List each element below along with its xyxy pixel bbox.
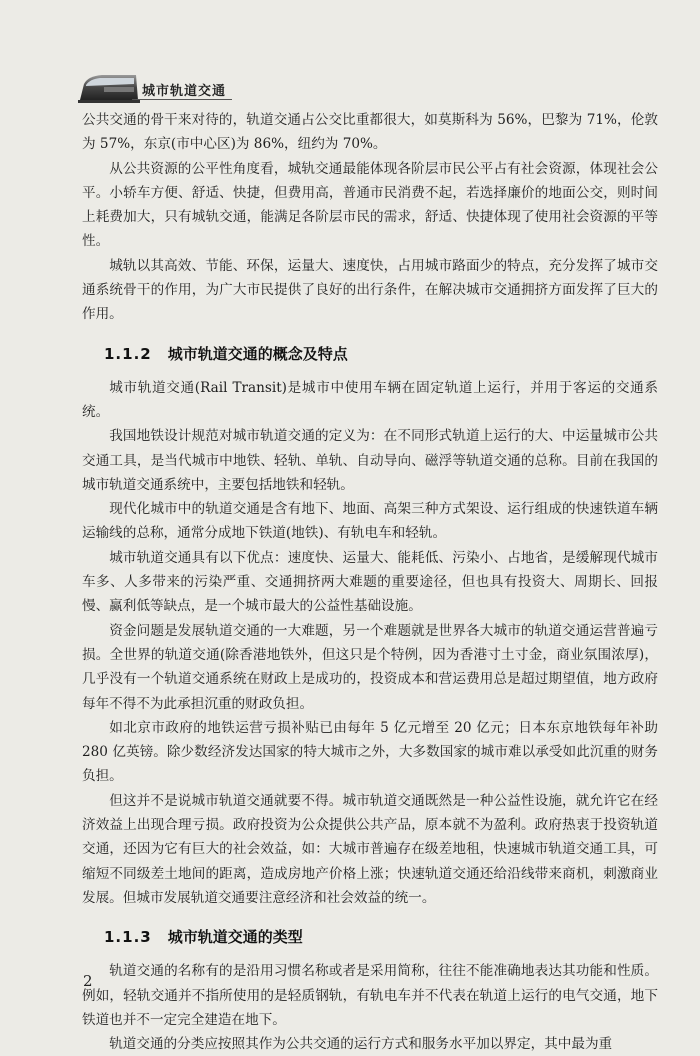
header-rule bbox=[132, 99, 232, 100]
page-body bbox=[82, 108, 658, 1056]
section-title: 城市轨道交通的类型 bbox=[167, 928, 303, 947]
running-head: 城市轨道交通 bbox=[142, 84, 227, 99]
section-number: 1.1.2 bbox=[104, 344, 152, 363]
paragraph: 城市轨道交通(Rail Transit)是城市中使用车辆在固定轨道上运行，并用于客运的交通系统。 bbox=[82, 379, 658, 420]
paragraph: 轨道交通的分类应按照其作为公共交通的运行方式和服务水平加以界定，其中最为重 bbox=[109, 1036, 613, 1053]
section-number: 1.1.3 bbox=[104, 928, 152, 947]
paragraph: 现代化城市中的轨道交通是含有地下、地面、高架三种方式架设、运行组成的快速铁道车辆运输线的总称，通常分成地下铁道(地铁)、有轨电车和轻轨。 bbox=[82, 501, 658, 542]
section-title: 城市轨道交通的概念及特点 bbox=[167, 344, 348, 363]
paragraph: 公共交通的骨干来对待的，轨道交通占公交比重都很大，如莫斯科为 56%，巴黎为 71%，伦敦为 57%，东京(市中心区)为 86%，纽约为 70%。 bbox=[82, 112, 658, 153]
paragraph: 轨道交通的名称有的是沿用习惯名称或者是采用简称，往往不能准确地表达其功能和性质。例如，轻轨交通并不指所使用的是轻质钢轨，有轨电车并不代表在轨道上运行的电气交通，地下铁道也并不一定完全建造在地下。 bbox=[82, 963, 658, 1028]
paragraph: 资金问题是发展轨道交通的一大难题，另一个难题就是世界各大城市的轨道交通运营普遍亏损。全世界的轨道交通(除香港地铁外，但这只是个特例，因为香港寸土寸金，商业氛围浓厚)，几乎没有一个轨道交通系统在财政上是成功的，投资成本和营运费用总是超过期望值，地方政府每年不得不为此承担沉重的财政负担。 bbox=[82, 622, 658, 712]
paragraph: 如北京市政府的地铁运营亏损补贴已由每年 5 亿元增至 20 亿元；日本东京地铁每年补助 280 亿英镑。除少数经济发达国家的特大城市之外，大多数国家的城市难以承受如此沉重的财务负担。 bbox=[82, 719, 658, 785]
paragraph: 但这并不是说城市轨道交通就要不得。城市轨道交通既然是一种公益性设施，就允许它在经济效益上出现合理亏损。政府投资为公众提供公共产品，原本就不为盈利。政府热衷于投资轨道交通，还因为它有巨大的社会效益，如：大城市普遍存在级差地租，快速城市轨道交通工具，可缩短不同级差土地间的距离，造成房地产价格上涨；快速轨道交通还给沿线带来商机，刺激商业发展。但城市发展轨道交通要注意经济和社会效益的统一。 bbox=[82, 792, 658, 906]
page-number: 2 bbox=[83, 972, 93, 990]
paragraph: 城轨以其高效、节能、环保，运量大、速度快，占用城市路面少的特点，充分发挥了城市交通系统骨干的作用，为广大市民提供了良好的出行条件，在解决城市交通拥挤方面发挥了巨大的作用。 bbox=[82, 257, 658, 323]
train-icon bbox=[78, 72, 140, 104]
section-heading-1-1-2 bbox=[82, 327, 658, 376]
paragraph: 我国地铁设计规范对城市轨道交通的定义为：在不同形式轨道上运行的大、中运量城市公共交通工具，是当代城市中地铁、轻轨、单轨、自动导向、磁浮等轨道交通的总称。目前在我国的城市轨道交通系统中，主要包括地铁和轻轨。 bbox=[82, 428, 658, 493]
paragraph: 城市轨道交通具有以下优点：速度快、运量大、能耗低、污染小、占地省，是缓解现代城市车多、人多带来的污染严重、交通拥挤两大难题的重要途径，但也具有投资大、周期长、回报慢、赢利低等缺点，是一个城市最大的公益性基础设施。 bbox=[82, 549, 658, 615]
paragraph: 从公共资源的公平性角度看，城轨交通最能体现各阶层市民公平占有社会资源，体现社会公平。小轿车方便、舒适、快捷，但费用高，普通市民消费不起，若选择廉价的地面公交，则时间上耗费加大，只有城轨交通，能满足各阶层市民的需求，舒适、快捷体现了使用社会资源的平等性。 bbox=[82, 160, 658, 250]
section-heading-1-1-3 bbox=[82, 910, 658, 959]
